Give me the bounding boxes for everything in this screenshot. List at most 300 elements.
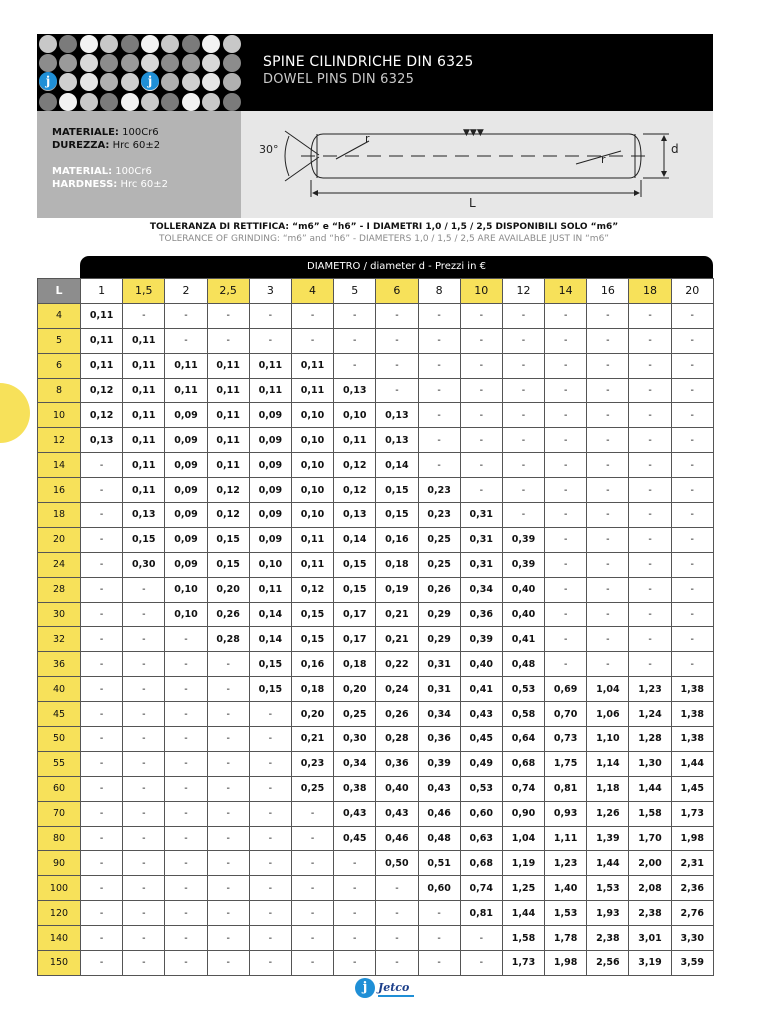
price-cell: 1,58 (502, 926, 544, 951)
price-cell: 1,44 (629, 776, 671, 801)
price-cell: 0,40 (376, 776, 418, 801)
pattern-dot (202, 73, 220, 91)
pattern-dot (223, 73, 241, 91)
price-cell: 0,10 (291, 503, 333, 528)
price-cell: - (249, 776, 291, 801)
diameter-header: 14 (545, 279, 587, 304)
price-cell: 3,19 (629, 951, 671, 976)
price-cell: - (587, 527, 629, 552)
price-cell: 0,11 (291, 527, 333, 552)
price-cell: - (334, 353, 376, 378)
length-cell: 14 (38, 453, 81, 478)
price-cell: 0,25 (418, 527, 460, 552)
price-cell: - (671, 627, 713, 652)
material-value-it: 100Cr6 (122, 127, 159, 138)
price-cell: - (334, 876, 376, 901)
price-cell: 0,43 (376, 801, 418, 826)
price-cell: - (165, 751, 207, 776)
price-cell: - (334, 926, 376, 951)
price-cell: 0,11 (291, 552, 333, 577)
diameter-header: 1,5 (123, 279, 165, 304)
price-cell: 0,39 (502, 552, 544, 577)
jetco-logo-icon: j (355, 978, 375, 998)
table-row (38, 702, 714, 727)
diameter-header: 6 (376, 279, 418, 304)
price-cell: - (376, 328, 418, 353)
price-cell: 1,14 (587, 751, 629, 776)
price-cell: 0,10 (291, 478, 333, 503)
jetco-logo-icon: j (141, 72, 159, 90)
table-row (38, 353, 714, 378)
length-cell: 50 (38, 727, 81, 752)
price-cell: 0,26 (418, 577, 460, 602)
price-cell: 0,11 (249, 353, 291, 378)
price-cell: - (629, 303, 671, 328)
price-cell: 0,15 (291, 627, 333, 652)
price-cell: - (587, 478, 629, 503)
price-cell: 2,08 (629, 876, 671, 901)
table-row (38, 527, 714, 552)
price-cell: - (291, 876, 333, 901)
price-cell: - (334, 851, 376, 876)
price-cell: 0,09 (165, 428, 207, 453)
table-row (38, 428, 714, 453)
table-row (38, 826, 714, 851)
price-cell: - (81, 527, 123, 552)
length-cell: 120 (38, 901, 81, 926)
price-cell: - (249, 926, 291, 951)
price-cell: 0,74 (460, 876, 502, 901)
price-cell: 0,46 (376, 826, 418, 851)
table-row (38, 901, 714, 926)
price-cell: - (460, 951, 502, 976)
price-cell: 0,40 (502, 602, 544, 627)
table-row (38, 328, 714, 353)
price-cell: - (81, 702, 123, 727)
hardness-label-en: HARDNESS: (52, 179, 118, 190)
price-cell: - (629, 328, 671, 353)
price-cell: - (165, 727, 207, 752)
price-cell: - (291, 901, 333, 926)
price-cell: 0,12 (207, 478, 249, 503)
price-cell: 1,24 (629, 702, 671, 727)
length-cell: 150 (38, 951, 81, 976)
price-cell: 0,15 (207, 527, 249, 552)
price-cell: - (207, 751, 249, 776)
pattern-dot (223, 93, 241, 111)
price-cell: 1,40 (545, 876, 587, 901)
table-row (38, 303, 714, 328)
length-cell: 32 (38, 627, 81, 652)
price-cell: 0,09 (249, 428, 291, 453)
price-cell: - (671, 527, 713, 552)
price-cell: - (165, 901, 207, 926)
price-cell: 0,31 (460, 503, 502, 528)
price-cell: - (165, 876, 207, 901)
diameter-header: 10 (460, 279, 502, 304)
length-cell: 18 (38, 503, 81, 528)
price-cell: - (249, 901, 291, 926)
price-cell: - (207, 851, 249, 876)
price-cell: - (207, 876, 249, 901)
price-cell: - (249, 702, 291, 727)
price-cell: 1,75 (545, 751, 587, 776)
price-cell: 0,41 (502, 627, 544, 652)
length-cell: 30 (38, 602, 81, 627)
price-cell: - (123, 876, 165, 901)
pattern-dot (59, 73, 77, 91)
price-cell: 1,06 (587, 702, 629, 727)
pattern-dot (80, 93, 98, 111)
price-cell: - (123, 951, 165, 976)
price-cell: - (629, 652, 671, 677)
diameter-header: 5 (334, 279, 376, 304)
price-cell: - (165, 801, 207, 826)
price-cell: 1,53 (545, 901, 587, 926)
price-cell: - (418, 901, 460, 926)
price-cell: 0,60 (460, 801, 502, 826)
table-row (38, 403, 714, 428)
price-cell: 0,36 (376, 751, 418, 776)
price-cell: 0,74 (502, 776, 544, 801)
price-cell: 0,23 (291, 751, 333, 776)
price-cell: 0,40 (460, 652, 502, 677)
price-cell: 0,30 (123, 552, 165, 577)
price-cell: 0,09 (165, 478, 207, 503)
price-cell: - (81, 776, 123, 801)
price-cell: - (629, 428, 671, 453)
price-table (37, 278, 714, 976)
length-cell: 16 (38, 478, 81, 503)
diameter-header: 3 (249, 279, 291, 304)
price-cell: 0,11 (81, 303, 123, 328)
price-cell: - (629, 552, 671, 577)
price-cell: - (291, 826, 333, 851)
price-cell: - (207, 652, 249, 677)
price-cell: - (671, 652, 713, 677)
price-cell: - (502, 503, 544, 528)
price-cell: 0,12 (334, 478, 376, 503)
price-cell: 1,98 (545, 951, 587, 976)
price-cell: - (376, 303, 418, 328)
price-cell: - (629, 627, 671, 652)
section-tab-marker (0, 383, 30, 443)
length-cell: 10 (38, 403, 81, 428)
price-cell: - (81, 478, 123, 503)
price-cell: 0,11 (123, 353, 165, 378)
pattern-dot (121, 73, 139, 91)
price-cell: - (502, 378, 544, 403)
price-cell: 1,19 (502, 851, 544, 876)
price-cell: 0,11 (165, 378, 207, 403)
price-cell: - (629, 577, 671, 602)
price-cell: - (671, 378, 713, 403)
price-cell: 0,09 (249, 478, 291, 503)
pattern-dot (39, 93, 57, 111)
price-cell: - (81, 577, 123, 602)
price-cell: 0,11 (123, 328, 165, 353)
price-cell: - (460, 303, 502, 328)
price-cell: - (460, 453, 502, 478)
price-cell: 0,70 (545, 702, 587, 727)
price-cell: 0,11 (207, 403, 249, 428)
pattern-dot (202, 93, 220, 111)
price-cell: - (587, 328, 629, 353)
price-cell: 0,43 (418, 776, 460, 801)
price-cell: - (671, 328, 713, 353)
price-cell: 0,11 (291, 353, 333, 378)
table-row (38, 552, 714, 577)
price-cell: - (81, 826, 123, 851)
price-cell: - (249, 876, 291, 901)
price-cell: - (629, 378, 671, 403)
price-cell: 0,45 (460, 727, 502, 752)
price-cell: 0,09 (165, 503, 207, 528)
hardness-en (52, 179, 168, 190)
price-cell: - (334, 951, 376, 976)
price-cell: 0,23 (418, 478, 460, 503)
price-cell: 1,18 (587, 776, 629, 801)
price-cell: 0,18 (291, 677, 333, 702)
price-cell: 0,68 (502, 751, 544, 776)
hardness-value-it: Hrc 60±2 (112, 140, 161, 151)
price-cell: 0,09 (249, 453, 291, 478)
price-cell: - (165, 652, 207, 677)
pattern-dot (39, 54, 57, 72)
price-cell: - (81, 552, 123, 577)
price-cell: - (334, 328, 376, 353)
pattern-dot (182, 54, 200, 72)
price-cell: 0,36 (418, 727, 460, 752)
price-cell: 2,00 (629, 851, 671, 876)
angle-label: 30° (259, 143, 279, 156)
price-cell: - (123, 926, 165, 951)
price-cell: - (81, 602, 123, 627)
pattern-dot (141, 54, 159, 72)
price-cell: 0,15 (376, 478, 418, 503)
price-cell: 0,13 (123, 503, 165, 528)
pattern-dot (80, 54, 98, 72)
diameter-header: 4 (291, 279, 333, 304)
price-cell: - (376, 876, 418, 901)
price-cell: 0,30 (334, 727, 376, 752)
price-cell: 0,68 (460, 851, 502, 876)
price-cell: 0,11 (207, 378, 249, 403)
price-cell: 0,15 (249, 652, 291, 677)
price-cell: - (545, 328, 587, 353)
price-cell: 0,10 (165, 602, 207, 627)
price-cell: - (291, 328, 333, 353)
price-cell: 0,22 (376, 652, 418, 677)
price-cell: 0,11 (123, 403, 165, 428)
price-cell: - (165, 627, 207, 652)
price-cell: - (629, 353, 671, 378)
price-cell: 1,11 (545, 826, 587, 851)
price-cell: 0,15 (334, 552, 376, 577)
price-cell: 0,09 (249, 403, 291, 428)
price-cell: - (81, 652, 123, 677)
price-cell: - (418, 353, 460, 378)
price-cell: 0,14 (334, 527, 376, 552)
price-cell: - (207, 677, 249, 702)
price-cell: 0,31 (418, 652, 460, 677)
price-cell: 0,17 (334, 602, 376, 627)
price-cell: 3,59 (671, 951, 713, 976)
table-row (38, 677, 714, 702)
length-cell: 28 (38, 577, 81, 602)
price-cell: 1,38 (671, 727, 713, 752)
price-cell: - (671, 403, 713, 428)
price-cell: - (81, 727, 123, 752)
price-cell: - (671, 428, 713, 453)
price-cell: - (81, 627, 123, 652)
table-row (38, 776, 714, 801)
price-cell: 0,36 (460, 602, 502, 627)
price-cell: - (376, 926, 418, 951)
price-cell: 0,90 (502, 801, 544, 826)
price-cell: - (587, 403, 629, 428)
price-cell: - (123, 577, 165, 602)
price-cell: 0,12 (291, 577, 333, 602)
page-title-english: DOWEL PINS DIN 6325 (263, 72, 415, 87)
pattern-dot (80, 35, 98, 53)
price-cell: 0,43 (334, 801, 376, 826)
price-cell: - (81, 926, 123, 951)
price-cell: - (418, 428, 460, 453)
price-cell: 1,73 (502, 951, 544, 976)
pattern-dot (39, 35, 57, 53)
price-cell: - (207, 926, 249, 951)
pattern-dot (80, 73, 98, 91)
price-cell: - (418, 453, 460, 478)
price-cell: 0,21 (376, 602, 418, 627)
price-cell: - (165, 826, 207, 851)
price-cell: - (418, 328, 460, 353)
price-cell: - (545, 652, 587, 677)
price-cell: - (81, 677, 123, 702)
price-cell: - (376, 353, 418, 378)
pattern-dot (223, 35, 241, 53)
price-cell: - (545, 527, 587, 552)
price-cell: 0,39 (418, 751, 460, 776)
price-cell: - (629, 602, 671, 627)
price-cell: 0,26 (376, 702, 418, 727)
price-cell: 2,36 (671, 876, 713, 901)
price-cell: 0,11 (334, 428, 376, 453)
price-cell: 0,12 (81, 378, 123, 403)
price-cell: - (81, 901, 123, 926)
price-cell: 1,38 (671, 677, 713, 702)
price-cell: 0,38 (334, 776, 376, 801)
price-cell: 0,40 (502, 577, 544, 602)
diameter-header-row (38, 279, 714, 304)
price-cell: 0,13 (334, 378, 376, 403)
page-header (37, 34, 713, 111)
decorative-dot-pattern (37, 34, 241, 111)
table-row (38, 751, 714, 776)
price-cell: 0,58 (502, 702, 544, 727)
price-cell: - (81, 751, 123, 776)
price-cell: 0,34 (334, 751, 376, 776)
price-cell: 0,49 (460, 751, 502, 776)
diameter-header: 12 (502, 279, 544, 304)
price-cell: 0,17 (334, 627, 376, 652)
price-cell: 0,48 (418, 826, 460, 851)
diameter-header: 2,5 (207, 279, 249, 304)
price-cell: - (418, 403, 460, 428)
price-cell: 0,13 (376, 428, 418, 453)
price-cell: 0,51 (418, 851, 460, 876)
price-cell: - (207, 328, 249, 353)
price-cell: - (545, 577, 587, 602)
price-cell: - (545, 453, 587, 478)
price-cell: 1,78 (545, 926, 587, 951)
price-cell: 1,04 (587, 677, 629, 702)
price-cell: 0,11 (291, 378, 333, 403)
price-cell: 0,11 (249, 378, 291, 403)
pattern-dot (121, 54, 139, 72)
price-cell: 0,73 (545, 727, 587, 752)
price-cell: - (502, 453, 544, 478)
pattern-dot (182, 35, 200, 53)
pattern-dot (223, 54, 241, 72)
price-cell: - (207, 801, 249, 826)
table-row (38, 602, 714, 627)
length-cell: 45 (38, 702, 81, 727)
price-cell: 0,10 (291, 453, 333, 478)
price-cell: - (123, 851, 165, 876)
price-cell: - (545, 602, 587, 627)
price-cell: 0,12 (334, 453, 376, 478)
price-cell: 1,73 (671, 801, 713, 826)
price-cell: - (545, 428, 587, 453)
price-cell: 0,15 (123, 527, 165, 552)
price-cell: - (629, 503, 671, 528)
price-cell: - (587, 453, 629, 478)
price-cell: - (123, 901, 165, 926)
price-cell: 0,39 (502, 527, 544, 552)
price-cell: - (545, 353, 587, 378)
material-info-panel (37, 111, 241, 218)
price-cell: 0,11 (207, 353, 249, 378)
price-cell: - (207, 901, 249, 926)
price-cell: 3,30 (671, 926, 713, 951)
price-cell: - (165, 328, 207, 353)
price-cell: 1,53 (587, 876, 629, 901)
price-cell: 0,81 (545, 776, 587, 801)
price-cell: 0,11 (207, 428, 249, 453)
price-cell: - (123, 727, 165, 752)
dowel-pin-diagram (241, 111, 713, 218)
price-cell: 1,45 (671, 776, 713, 801)
price-cell: - (207, 702, 249, 727)
price-cell: - (123, 801, 165, 826)
price-cell: 0,28 (376, 727, 418, 752)
price-cell: - (249, 303, 291, 328)
price-cell: - (629, 453, 671, 478)
pattern-dot (59, 93, 77, 111)
price-cell: - (671, 478, 713, 503)
price-cell: - (249, 826, 291, 851)
length-column-header: L (38, 279, 81, 304)
price-cell: - (671, 303, 713, 328)
price-cell: - (334, 901, 376, 926)
price-cell: - (502, 403, 544, 428)
pattern-dot (161, 93, 179, 111)
price-cell: 0,81 (460, 901, 502, 926)
diameter-header: 16 (587, 279, 629, 304)
diameter-label: d (671, 142, 679, 156)
